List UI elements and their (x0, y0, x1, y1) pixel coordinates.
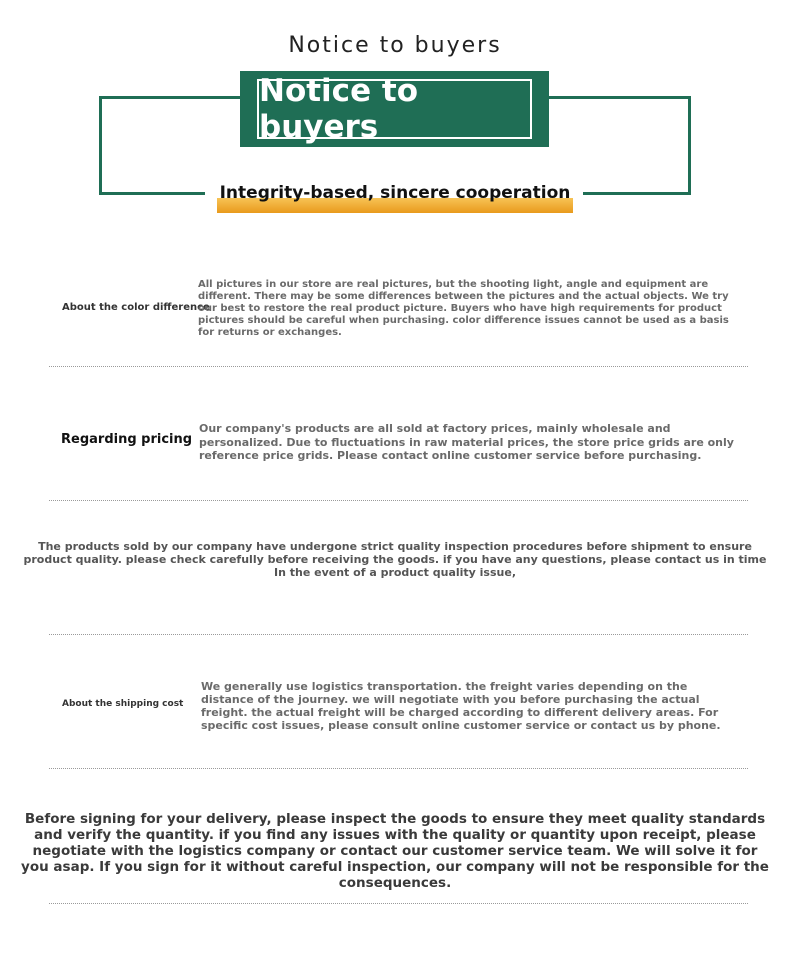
slogan: Integrity-based, sincere cooperation (219, 183, 571, 203)
shipping-cost-label: About the shipping cost (62, 699, 184, 709)
divider (49, 903, 748, 904)
color-difference-text: All pictures in our store are real pictures, but the shooting light, angle and equipment are different. There may be some differences between the pictures and the actual objects. We try our best to restore the real product picture. Buyers who have high requirements for product pictures should be careful when purchasing. color difference issues cannot be used as a basis for returns or exchanges. (198, 279, 729, 338)
pricing-label: Regarding pricing (61, 432, 193, 447)
shipping-cost-text: We generally use logistics transportation. the freight varies depending on the distance of the journey. we will negotiate with you before purchasing the actual freight. the actual freight will be charged according to different delivery areas. For specific cost issues, please consult online customer service or contact us by phone. (201, 680, 721, 732)
color-difference-label: About the color difference (62, 302, 210, 313)
quality-text: The products sold by our company have undergone strict quality inspection procedures before shipment to ensure product quality. please check carefully before receiving the goods. if you have any questions, please contact us in time In the event of a product quality issue, (23, 540, 767, 579)
badge-title: Notice to buyers (257, 79, 532, 139)
divider (49, 366, 748, 367)
divider (49, 634, 748, 635)
divider (49, 768, 748, 769)
delivery-inspection-text: Before signing for your delivery, please inspect the goods to ensure they meet quality standards and verify the quantity. if you find any issues with the quality or quantity upon receipt, please negotiate with the logistics company or contact our customer service team. We will solve it for you asap. If you sign for it without careful inspection, our company will not be responsible for the consequences. (21, 811, 769, 891)
pricing-text: Our company's products are all sold at factory prices, mainly wholesale and personalized. Due to fluctuations in raw material prices, the store price grids are only reference price grids. Please contact online customer service before purchasing. (199, 422, 734, 462)
page-title: Notice to buyers (288, 33, 502, 58)
title-badge (240, 71, 549, 147)
divider (49, 500, 748, 501)
